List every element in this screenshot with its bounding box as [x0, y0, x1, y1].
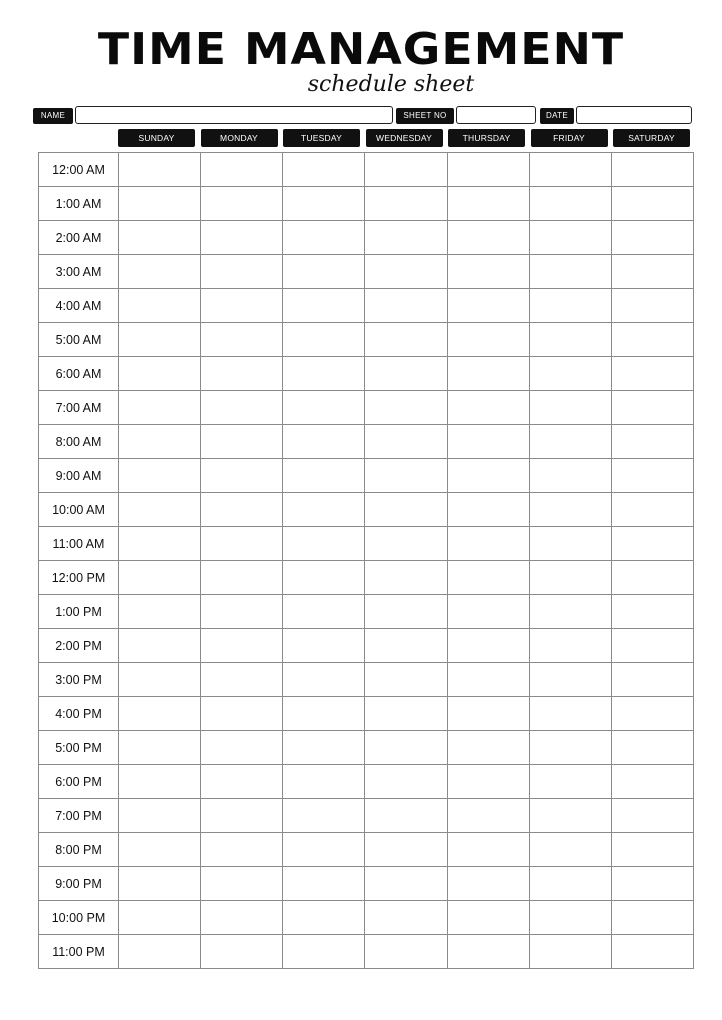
schedule-cell-saturday[interactable]: [611, 867, 693, 901]
schedule-cell-monday[interactable]: [201, 799, 283, 833]
schedule-cell-monday[interactable]: [201, 323, 283, 357]
schedule-cell-saturday[interactable]: [611, 561, 693, 595]
schedule-cell-monday[interactable]: [201, 255, 283, 289]
page-subtitle: schedule sheet: [307, 72, 475, 97]
schedule-cell-sunday[interactable]: [119, 221, 201, 255]
schedule-cell-friday[interactable]: [529, 357, 611, 391]
schedule-cell-tuesday[interactable]: [283, 765, 365, 799]
schedule-cell-friday[interactable]: [529, 323, 611, 357]
time-label: 3:00 AM: [39, 255, 119, 289]
schedule-cell-thursday[interactable]: [447, 425, 529, 459]
schedule-cell-monday[interactable]: [201, 629, 283, 663]
schedule-cell-tuesday[interactable]: [283, 833, 365, 867]
schedule-cell-saturday[interactable]: [611, 629, 693, 663]
schedule-cell-wednesday[interactable]: [365, 799, 447, 833]
day-header-friday: FRIDAY: [531, 129, 608, 147]
schedule-cell-sunday[interactable]: [119, 629, 201, 663]
time-label: 7:00 AM: [39, 391, 119, 425]
time-label: 8:00 AM: [39, 425, 119, 459]
time-label: 9:00 PM: [39, 867, 119, 901]
time-label: 9:00 AM: [39, 459, 119, 493]
schedule-cell-tuesday[interactable]: [283, 153, 365, 187]
day-header-sunday: SUNDAY: [118, 129, 195, 147]
time-row: [39, 527, 694, 561]
schedule-cell-monday[interactable]: [201, 425, 283, 459]
schedule-cell-thursday[interactable]: [447, 357, 529, 391]
schedule-cell-wednesday[interactable]: [365, 493, 447, 527]
schedule-cell-wednesday[interactable]: [365, 289, 447, 323]
schedule-cell-saturday[interactable]: [611, 425, 693, 459]
schedule-cell-monday[interactable]: [201, 663, 283, 697]
schedule-cell-friday[interactable]: [529, 663, 611, 697]
schedule-cell-monday[interactable]: [201, 493, 283, 527]
schedule-cell-tuesday[interactable]: [283, 357, 365, 391]
schedule-cell-friday[interactable]: [529, 833, 611, 867]
schedule-cell-friday[interactable]: [529, 731, 611, 765]
schedule-cell-thursday[interactable]: [447, 459, 529, 493]
time-row: [39, 221, 694, 255]
schedule-cell-monday[interactable]: [201, 289, 283, 323]
schedule-cell-thursday[interactable]: [447, 187, 529, 221]
schedule-cell-tuesday[interactable]: [283, 323, 365, 357]
schedule-cell-saturday[interactable]: [611, 323, 693, 357]
day-header-monday: MONDAY: [201, 129, 278, 147]
schedule-cell-thursday[interactable]: [447, 765, 529, 799]
schedule-cell-sunday[interactable]: [119, 357, 201, 391]
time-row: [39, 731, 694, 765]
schedule-cell-tuesday[interactable]: [283, 901, 365, 935]
schedule-cell-saturday[interactable]: [611, 697, 693, 731]
schedule-cell-wednesday[interactable]: [365, 527, 447, 561]
schedule-cell-saturday[interactable]: [611, 799, 693, 833]
schedule-cell-wednesday[interactable]: [365, 731, 447, 765]
schedule-cell-wednesday[interactable]: [365, 629, 447, 663]
time-label: 4:00 PM: [39, 697, 119, 731]
schedule-cell-friday[interactable]: [529, 867, 611, 901]
sheet-no-label: SHEET NO: [396, 108, 454, 124]
schedule-cell-wednesday[interactable]: [365, 901, 447, 935]
schedule-cell-wednesday[interactable]: [365, 595, 447, 629]
schedule-cell-monday[interactable]: [201, 561, 283, 595]
time-label: 11:00 AM: [39, 527, 119, 561]
schedule-cell-sunday[interactable]: [119, 323, 201, 357]
schedule-cell-sunday[interactable]: [119, 153, 201, 187]
time-label: 11:00 PM: [39, 935, 119, 969]
schedule-cell-saturday[interactable]: [611, 221, 693, 255]
schedule-cell-tuesday[interactable]: [283, 629, 365, 663]
schedule-cell-tuesday[interactable]: [283, 935, 365, 969]
schedule-cell-thursday[interactable]: [447, 153, 529, 187]
schedule-cell-saturday[interactable]: [611, 935, 693, 969]
schedule-cell-sunday[interactable]: [119, 833, 201, 867]
schedule-cell-saturday[interactable]: [611, 153, 693, 187]
schedule-cell-sunday[interactable]: [119, 935, 201, 969]
name-field[interactable]: [75, 106, 393, 124]
schedule-cell-friday[interactable]: [529, 901, 611, 935]
schedule-cell-sunday[interactable]: [119, 289, 201, 323]
time-row: [39, 799, 694, 833]
schedule-cell-sunday[interactable]: [119, 731, 201, 765]
time-label: 12:00 PM: [39, 561, 119, 595]
date-label: DATE: [540, 108, 574, 124]
schedule-cell-wednesday[interactable]: [365, 323, 447, 357]
time-label: 10:00 AM: [39, 493, 119, 527]
schedule-cell-saturday[interactable]: [611, 765, 693, 799]
time-row: [39, 629, 694, 663]
time-row: [39, 935, 694, 969]
schedule-cell-sunday[interactable]: [119, 187, 201, 221]
schedule-cell-wednesday[interactable]: [365, 663, 447, 697]
schedule-cell-sunday[interactable]: [119, 867, 201, 901]
schedule-cell-thursday[interactable]: [447, 697, 529, 731]
schedule-cell-monday[interactable]: [201, 765, 283, 799]
schedule-cell-saturday[interactable]: [611, 901, 693, 935]
schedule-cell-thursday[interactable]: [447, 255, 529, 289]
time-label: 1:00 AM: [39, 187, 119, 221]
schedule-cell-friday[interactable]: [529, 765, 611, 799]
schedule-cell-wednesday[interactable]: [365, 357, 447, 391]
schedule-cell-friday[interactable]: [529, 391, 611, 425]
schedule-cell-thursday[interactable]: [447, 323, 529, 357]
schedule-cell-sunday[interactable]: [119, 527, 201, 561]
schedule-cell-friday[interactable]: [529, 255, 611, 289]
schedule-cell-thursday[interactable]: [447, 561, 529, 595]
sheet-no-field[interactable]: [456, 106, 536, 124]
time-label: 5:00 AM: [39, 323, 119, 357]
schedule-cell-wednesday[interactable]: [365, 697, 447, 731]
time-label: 6:00 AM: [39, 357, 119, 391]
time-label: 6:00 PM: [39, 765, 119, 799]
schedule-cell-thursday[interactable]: [447, 867, 529, 901]
schedule-cell-monday[interactable]: [201, 187, 283, 221]
schedule-cell-sunday[interactable]: [119, 765, 201, 799]
time-label: 2:00 PM: [39, 629, 119, 663]
schedule-cell-sunday[interactable]: [119, 595, 201, 629]
schedule-cell-thursday[interactable]: [447, 935, 529, 969]
schedule-cell-wednesday[interactable]: [365, 867, 447, 901]
schedule-cell-friday[interactable]: [529, 221, 611, 255]
time-row: [39, 765, 694, 799]
schedule-cell-sunday[interactable]: [119, 663, 201, 697]
name-label: NAME: [33, 108, 73, 124]
time-label: 12:00 AM: [39, 153, 119, 187]
schedule-cell-saturday[interactable]: [611, 833, 693, 867]
schedule-cell-thursday[interactable]: [447, 731, 529, 765]
time-row: [39, 833, 694, 867]
schedule-cell-friday[interactable]: [529, 935, 611, 969]
schedule-grid: [38, 152, 694, 969]
schedule-cell-thursday[interactable]: [447, 901, 529, 935]
schedule-cell-wednesday[interactable]: [365, 833, 447, 867]
schedule-cell-tuesday[interactable]: [283, 561, 365, 595]
schedule-cell-monday[interactable]: [201, 459, 283, 493]
schedule-cell-friday[interactable]: [529, 459, 611, 493]
schedule-cell-sunday[interactable]: [119, 391, 201, 425]
schedule-cell-saturday[interactable]: [611, 187, 693, 221]
weekday-header-row: [118, 129, 696, 147]
schedule-cell-monday[interactable]: [201, 731, 283, 765]
time-row: [39, 901, 694, 935]
schedule-cell-friday[interactable]: [529, 153, 611, 187]
time-row: [39, 595, 694, 629]
schedule-cell-thursday[interactable]: [447, 221, 529, 255]
schedule-cell-monday[interactable]: [201, 221, 283, 255]
schedule-cell-monday[interactable]: [201, 867, 283, 901]
schedule-cell-friday[interactable]: [529, 595, 611, 629]
schedule-cell-monday[interactable]: [201, 153, 283, 187]
day-header-tuesday: TUESDAY: [283, 129, 360, 147]
schedule-cell-saturday[interactable]: [611, 459, 693, 493]
time-row: [39, 289, 694, 323]
schedule-cell-friday[interactable]: [529, 561, 611, 595]
schedule-cell-thursday[interactable]: [447, 527, 529, 561]
time-label: 2:00 AM: [39, 221, 119, 255]
schedule-cell-tuesday[interactable]: [283, 663, 365, 697]
time-row: [39, 323, 694, 357]
page-title: TIME MANAGEMENT: [97, 24, 625, 75]
time-row: [39, 425, 694, 459]
time-row: [39, 459, 694, 493]
schedule-cell-monday[interactable]: [201, 527, 283, 561]
schedule-cell-tuesday[interactable]: [283, 493, 365, 527]
schedule-cell-tuesday[interactable]: [283, 187, 365, 221]
schedule-cell-tuesday[interactable]: [283, 391, 365, 425]
time-row: [39, 153, 694, 187]
schedule-cell-tuesday[interactable]: [283, 255, 365, 289]
schedule-cell-wednesday[interactable]: [365, 187, 447, 221]
schedule-cell-thursday[interactable]: [447, 493, 529, 527]
time-row: [39, 187, 694, 221]
schedule-cell-sunday[interactable]: [119, 425, 201, 459]
schedule-cell-thursday[interactable]: [447, 289, 529, 323]
schedule-cell-sunday[interactable]: [119, 493, 201, 527]
schedule-cell-saturday[interactable]: [611, 731, 693, 765]
schedule-cell-tuesday[interactable]: [283, 221, 365, 255]
schedule-cell-wednesday[interactable]: [365, 425, 447, 459]
schedule-cell-friday[interactable]: [529, 187, 611, 221]
schedule-cell-wednesday[interactable]: [365, 153, 447, 187]
time-row: [39, 561, 694, 595]
schedule-cell-sunday[interactable]: [119, 799, 201, 833]
schedule-cell-thursday[interactable]: [447, 799, 529, 833]
schedule-cell-friday[interactable]: [529, 493, 611, 527]
schedule-cell-saturday[interactable]: [611, 357, 693, 391]
schedule-cell-monday[interactable]: [201, 935, 283, 969]
schedule-cell-thursday[interactable]: [447, 629, 529, 663]
sheet-info-row: [33, 106, 693, 128]
time-row: [39, 663, 694, 697]
time-label: 3:00 PM: [39, 663, 119, 697]
schedule-cell-saturday[interactable]: [611, 663, 693, 697]
schedule-cell-wednesday[interactable]: [365, 255, 447, 289]
schedule-cell-tuesday[interactable]: [283, 697, 365, 731]
schedule-cell-saturday[interactable]: [611, 391, 693, 425]
schedule-cell-sunday[interactable]: [119, 255, 201, 289]
schedule-cell-monday[interactable]: [201, 357, 283, 391]
schedule-cell-tuesday[interactable]: [283, 731, 365, 765]
schedule-cell-monday[interactable]: [201, 833, 283, 867]
schedule-cell-sunday[interactable]: [119, 697, 201, 731]
schedule-cell-saturday[interactable]: [611, 493, 693, 527]
schedule-cell-tuesday[interactable]: [283, 527, 365, 561]
schedule-cell-thursday[interactable]: [447, 833, 529, 867]
schedule-cell-friday[interactable]: [529, 799, 611, 833]
date-field[interactable]: [576, 106, 692, 124]
schedule-cell-thursday[interactable]: [447, 391, 529, 425]
time-row: [39, 391, 694, 425]
schedule-cell-thursday[interactable]: [447, 663, 529, 697]
schedule-cell-wednesday[interactable]: [365, 765, 447, 799]
schedule-cell-tuesday[interactable]: [283, 867, 365, 901]
time-label: 8:00 PM: [39, 833, 119, 867]
schedule-cell-tuesday[interactable]: [283, 459, 365, 493]
schedule-cell-friday[interactable]: [529, 697, 611, 731]
schedule-cell-wednesday[interactable]: [365, 935, 447, 969]
schedule-cell-tuesday[interactable]: [283, 289, 365, 323]
time-label: 7:00 PM: [39, 799, 119, 833]
schedule-cell-sunday[interactable]: [119, 561, 201, 595]
schedule-cell-sunday[interactable]: [119, 459, 201, 493]
schedule-cell-sunday[interactable]: [119, 901, 201, 935]
time-row: [39, 867, 694, 901]
time-label: 10:00 PM: [39, 901, 119, 935]
schedule-cell-wednesday[interactable]: [365, 391, 447, 425]
schedule-cell-friday[interactable]: [529, 425, 611, 459]
time-label: 5:00 PM: [39, 731, 119, 765]
schedule-cell-tuesday[interactable]: [283, 425, 365, 459]
schedule-cell-wednesday[interactable]: [365, 459, 447, 493]
schedule-cell-friday[interactable]: [529, 289, 611, 323]
schedule-cell-friday[interactable]: [529, 527, 611, 561]
day-header-wednesday: WEDNESDAY: [366, 129, 443, 147]
time-label: 1:00 PM: [39, 595, 119, 629]
schedule-cell-thursday[interactable]: [447, 595, 529, 629]
schedule-cell-wednesday[interactable]: [365, 221, 447, 255]
time-label: 4:00 AM: [39, 289, 119, 323]
time-row: [39, 697, 694, 731]
day-header-saturday: SATURDAY: [613, 129, 690, 147]
schedule-cell-saturday[interactable]: [611, 527, 693, 561]
schedule-cell-wednesday[interactable]: [365, 561, 447, 595]
schedule-cell-monday[interactable]: [201, 901, 283, 935]
schedule-cell-monday[interactable]: [201, 697, 283, 731]
day-header-thursday: THURSDAY: [448, 129, 525, 147]
schedule-cell-monday[interactable]: [201, 391, 283, 425]
schedule-cell-tuesday[interactable]: [283, 595, 365, 629]
schedule-cell-saturday[interactable]: [611, 289, 693, 323]
time-row: [39, 357, 694, 391]
schedule-cell-saturday[interactable]: [611, 255, 693, 289]
time-row: [39, 255, 694, 289]
schedule-cell-tuesday[interactable]: [283, 799, 365, 833]
schedule-cell-monday[interactable]: [201, 595, 283, 629]
time-row: [39, 493, 694, 527]
schedule-cell-saturday[interactable]: [611, 595, 693, 629]
schedule-cell-friday[interactable]: [529, 629, 611, 663]
